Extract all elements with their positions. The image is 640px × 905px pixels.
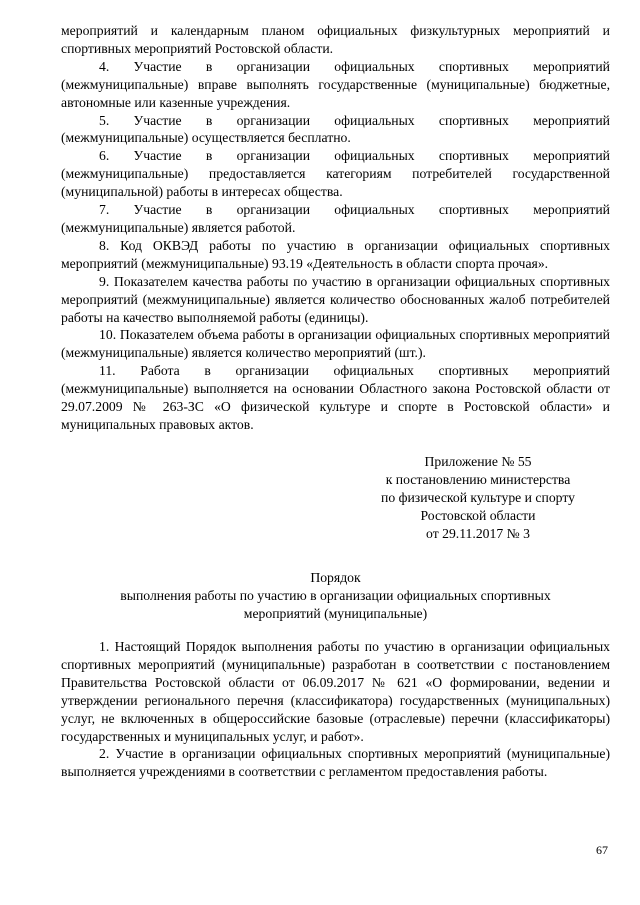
procedure-title <box>61 569 610 623</box>
title-line-2: мероприятий (муниципальные) <box>243 606 428 621</box>
paragraph-continuation: мероприятий и календарным планом официальных физкультурных мероприятий и спортивных мероприятий Ростовской области. <box>61 23 610 56</box>
appendix-date: от 29.11.2017 № 3 <box>426 526 530 541</box>
appendix-number: Приложение № 55 <box>424 454 532 469</box>
appendix-resolution: к постановлению министерства <box>385 472 571 487</box>
paragraph-10: 10. Показателем объема работы в организации официальных спортивных мероприятий (межмуниципальные) является количество мероприятий (шт.). <box>61 327 610 361</box>
appendix-approval-block <box>360 453 596 543</box>
paragraph-6: 6. Участие в организации официальных спортивных мероприятий (межмуниципальные) предоставляется категориям потребителей государственной (муниципальной) работы в интересах общества. <box>61 148 610 200</box>
paragraph-7: 7. Участие в организации официальных спортивных мероприятий (межмуниципальные) является работой. <box>61 202 610 235</box>
paragraph-9: 9. Показателем качества работы по участию в организации официальных спортивных мероприятий (межмуниципальные) является количество обоснованных жалоб потребителей работы на качество выполняемой работы (единицы). <box>61 273 610 325</box>
procedure-body <box>61 638 610 781</box>
paragraph-5: 5. Участие в организации официальных спортивных мероприятий (межмуниципальные) осуществляется бесплатно. <box>61 112 610 146</box>
paragraph-11: 11. Работа в организации официальных спортивных мероприятий (межмуниципальные) выполняется на основании Областного закона Ростовской области от 29.07.2009 № 263-ЗС «О физической культуре и спорте в Ростовской области» и муниципальных правовых актов. <box>61 363 610 432</box>
title-line-1: выполнения работы по участию в организации официальных спортивных <box>120 588 551 603</box>
title-heading: Порядок <box>310 570 361 585</box>
paragraph-4: 4. Участие в организации официальных спортивных мероприятий (межмуниципальные) вправе выполнять государственные (муниципальные) бюджетные, автономные или казенные учреждения. <box>61 58 610 110</box>
page-number: 67 <box>596 843 608 857</box>
procedure-continuation <box>61 22 610 434</box>
appendix-region: Ростовской области <box>420 508 536 523</box>
paragraph-8: 8. Код ОКВЭД работы по участию в организации официальных спортивных мероприятий (межмуниципальные) 93.19 «Деятельность в области спорта прочая». <box>61 237 610 271</box>
paragraph-2: 2. Участие в организации официальных спортивных мероприятий (муниципальные) выполняется учреждениями в соответствии с регламентом предоставления работы. <box>61 746 610 780</box>
appendix-ministry: по физической культуре и спорту <box>381 490 575 505</box>
paragraph-1: 1. Настоящий Порядок выполнения работы по участию в организации официальных спортивных мероприятий (муниципальные) разработан в соответствии с постановлением Правительства Ростовской области от 06.09.2017 № 621 «О формировании, ведении и утверждении регионального перечня (классификатора) государственных (муниципальных) услуг, не включенных в общероссийские базовые (отраслевые) перечни (классификаторы) государственных и муниципальных услуг, и работ». <box>61 639 610 744</box>
